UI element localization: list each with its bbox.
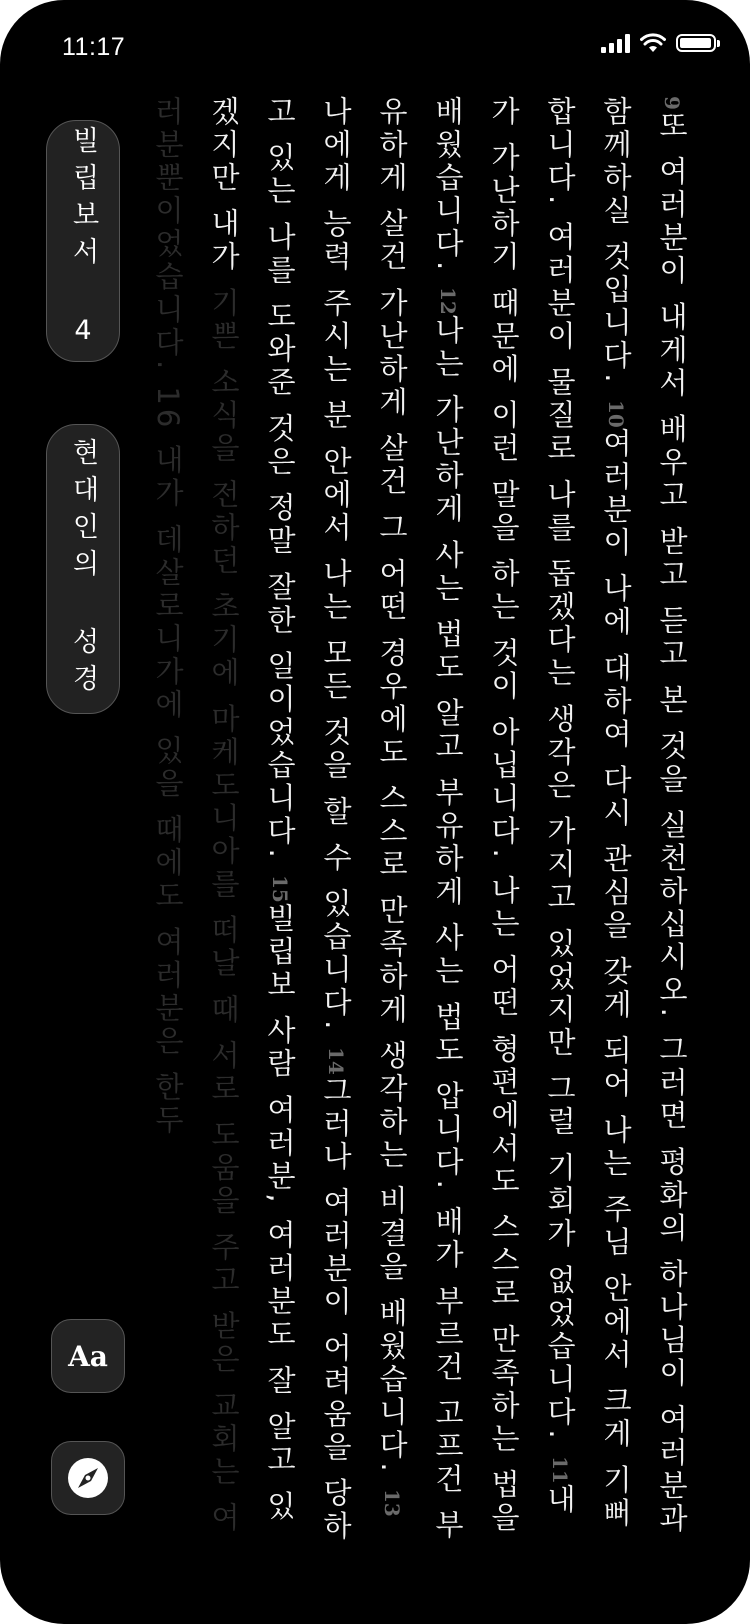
verse-text: 내가 가난하기 때문에 이런 말을 하는 것이 아닙니다. 나는 어떤 형편에서도 스스로 만족하는 법을 배웠습니다. (431, 96, 577, 1536)
compass-icon (66, 1456, 110, 1500)
verse-number: 11 (548, 1455, 572, 1484)
next-page-text: 기쁜 소식을 전하던 초기에 마케도니아를 떠날 때 서로 도움을 주고 받은 교회는 여러분뿐이었습니다. 16 내가 데살로니가에 있을 때에도 여러분은 한두 (151, 96, 241, 1536)
verse-number: 14 (324, 1046, 348, 1075)
verse-number: 9 (660, 96, 684, 110)
font-settings-button[interactable]: Aa (51, 1319, 125, 1393)
verse-text: 또 여러분이 내게서 배우고 받고 듣고 본 것을 실천하십시오. 그러면 평화의 하나님이 여러분과 함께하실 것입니다. (599, 96, 689, 1536)
verse-text: 여러분이 나에 대하여 다시 관심을 갖게 되어 나는 주님 안에서 크게 기뻐합니다. 여러분이 물질로 나를 돕겠다는 생각은 가지고 있었지만 그럴 기회가 없었습니다. (543, 96, 633, 1530)
verse-12[interactable] (375, 96, 465, 1543)
verse-text: 나에게 능력 주시는 분 안에서 나는 모든 것을 할 수 있습니다. (319, 96, 353, 1047)
book-chapter-selector[interactable]: 빌립보서 4 (46, 120, 120, 362)
version-selector[interactable]: 현대인의 성경 (46, 424, 120, 714)
battery-icon (676, 34, 716, 52)
verse-number: 12 (436, 287, 460, 316)
verse-number: 15 (268, 874, 292, 903)
status-time: 11:17 (62, 33, 126, 61)
verse-text: 빌립보 사람 여러분, 여러분도 잘 알고 있겠지만 내가 (207, 96, 297, 1524)
wifi-icon (640, 33, 666, 53)
verse-number: 13 (380, 1488, 404, 1517)
verse-list (207, 96, 689, 1543)
verse-text: 나는 가난하게 사는 법도 알고 부유하게 사는 법도 압니다. 배가 부르건 고프건 부유하게 살건 가난하게 살건 그 어떤 경우에도 스스로 만족하게 생각하는 비결을 배웠습니다. (375, 96, 465, 1544)
verse-text: 그러나 여러분이 어려움을 당하고 있는 나를 도와준 것은 정말 잘한 일이었습니다. (263, 96, 353, 1544)
status-icons (601, 33, 716, 53)
verse-number: 10 (604, 399, 628, 428)
signal-icon (601, 33, 630, 53)
navigate-button[interactable] (51, 1441, 125, 1515)
